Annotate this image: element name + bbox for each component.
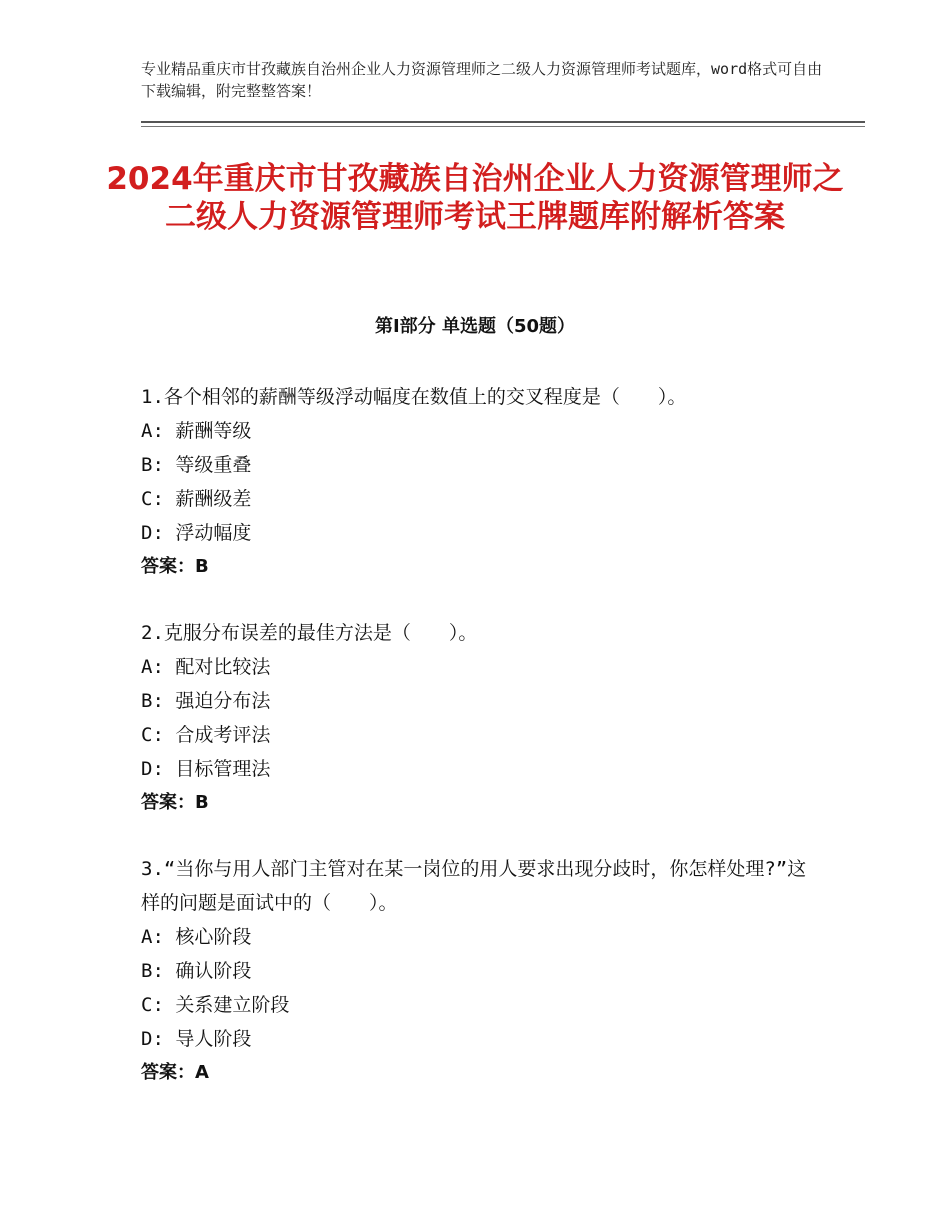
question-list [141, 380, 821, 1122]
header-note: 专业精品重庆市甘孜藏族自治州企业人力资源管理师之二级人力资源管理师考试题库，word格式可自由下载编辑，附完整整答案！ [141, 60, 823, 100]
question-stem: 3.“当你与用人部门主管对在某一岗位的用人要求出现分歧时，你怎样处理?”这样的问题是面试中的（ ）。 [141, 858, 807, 914]
header-divider-thick [141, 121, 865, 123]
document-title: 2024年重庆市甘孜藏族自治州企业人力资源管理师之二级人力资源管理师考试王牌题库附解析答案 [106, 161, 844, 235]
option-a: A: 薪酬等级 [141, 420, 252, 442]
question-1 [141, 380, 821, 584]
option-a: A: 配对比较法 [141, 656, 271, 678]
answer-line: 答案：A [141, 1062, 209, 1083]
answer-line: 答案：B [141, 792, 209, 813]
section-title: 第Ⅰ部分 单选题（50题） [374, 316, 575, 337]
header-divider-thin [141, 126, 865, 127]
answer-line: 答案：B [141, 556, 209, 577]
option-a: A: 核心阶段 [141, 926, 252, 948]
option-b: B: 强迫分布法 [141, 690, 271, 712]
option-b: B: 确认阶段 [141, 960, 252, 982]
option-c: C: 合成考评法 [141, 724, 271, 746]
question-2 [141, 616, 821, 820]
option-b: B: 等级重叠 [141, 454, 252, 476]
option-d: D: 导人阶段 [141, 1028, 252, 1050]
question-stem: 2.克服分布误差的最佳方法是（ ）。 [141, 622, 478, 644]
question-stem: 1.各个相邻的薪酬等级浮动幅度在数值上的交叉程度是（ ）。 [141, 386, 687, 408]
option-d: D: 浮动幅度 [141, 522, 252, 544]
question-3 [141, 852, 821, 1090]
option-c: C: 关系建立阶段 [141, 994, 290, 1016]
option-d: D: 目标管理法 [141, 758, 271, 780]
option-c: C: 薪酬级差 [141, 488, 252, 510]
